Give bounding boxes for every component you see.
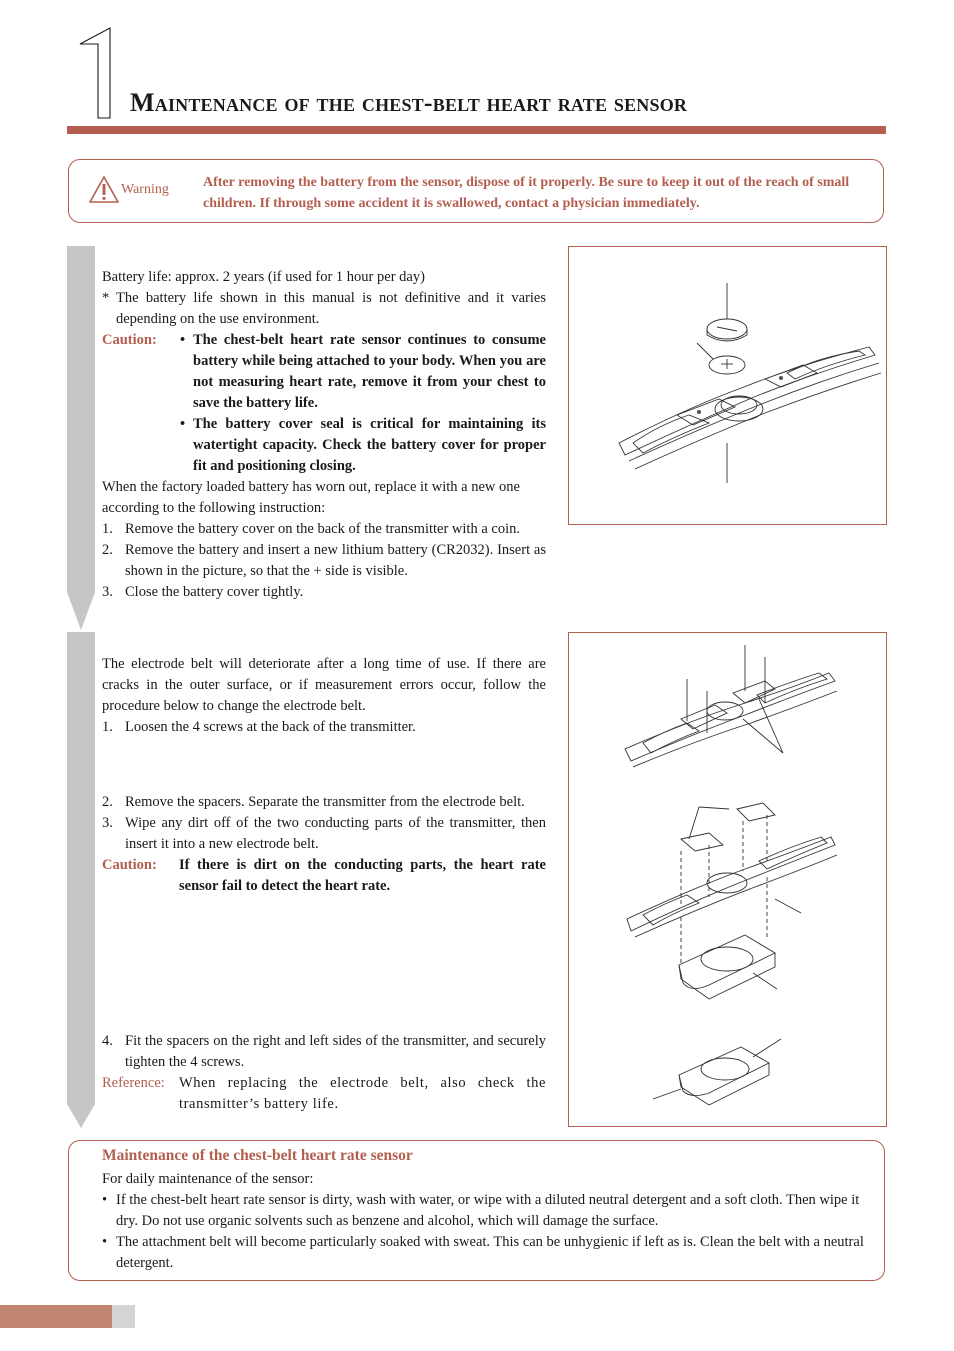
caution-item: • The battery cover seal is critical for maintaining its watertight capacity. Check the battery cover for proper fit and positioning closing. <box>180 416 546 474</box>
maintenance-item: • If the chest-belt heart rate sensor is dirty, wash with water, or wipe with a diluted neutral detergent and a soft cloth. Then wipe it dry. Do not use organic solvents such as benzene and alcohol, which will damage the surface. <box>102 1192 860 1229</box>
chapter-number <box>66 22 126 126</box>
belt-reference <box>102 1073 546 1115</box>
footer-tab <box>0 1305 112 1328</box>
battery-step: 1. Remove the battery cover on the back of the transmitter with a coin. <box>102 521 520 537</box>
belt-step-4-block <box>102 1031 546 1115</box>
battery-note <box>102 288 546 330</box>
battery-replacement-illustration <box>569 247 886 524</box>
maintenance-intro: For daily maintenance of the sensor: <box>102 1171 314 1187</box>
belt-replacement-illustration <box>569 633 886 1126</box>
battery-intro: When the factory loaded battery has worn out, replace it with a new one according to the following instruction: <box>102 479 520 516</box>
title-rule <box>67 126 886 134</box>
belt-figure <box>568 632 887 1127</box>
caution-item: • The chest-belt heart rate sensor continues to consume battery while being attached to your body. When you are not measuring heart rate, remove it from your chest to save the battery life. <box>180 332 546 411</box>
belt-step-4: 4. Fit the spacers on the right and left sides of the transmitter, and securely tighten the 4 screws. <box>102 1033 546 1070</box>
belt-intro: The electrode belt will deteriorate after a long time of use. If there are cracks in the outer surface, or if measurement errors occur, follow the procedure below to change the electrode belt. <box>102 656 546 714</box>
belt-step-2: 2. Remove the spacers. Separate the transmitter from the electrode belt. <box>102 794 525 810</box>
battery-figure <box>568 246 887 525</box>
footer-tab-grey <box>112 1305 135 1328</box>
maintenance-item: • The attachment belt will become particularly soaked with sweat. This can be unhygienic if left as is. Clean the belt with a neutral detergent. <box>102 1234 864 1271</box>
warning-text: After removing the battery from the sensor, dispose of it properly. Be sure to keep it out of the reach of small children. If through some accident it is swallowed, contact a physician immediately. <box>203 175 850 211</box>
battery-step: 3. Close the battery cover tightly. <box>102 584 304 600</box>
page-title: Maintenance of the chest-belt heart rate sensor <box>130 88 688 117</box>
belt-steps-2-3 <box>102 792 546 897</box>
caution-label: Caution: <box>102 857 157 873</box>
warning-label: Warning <box>121 182 169 197</box>
maintenance-body <box>102 1169 867 1274</box>
maintenance-title: Maintenance of the chest-belt heart rate sensor <box>102 1147 413 1164</box>
belt-caution-text: If there is dirt on the conducting parts, the heart rate sensor fail to detect the heart rate. <box>179 857 546 894</box>
battery-caution <box>102 330 546 477</box>
battery-section <box>102 267 546 603</box>
reference-label: Reference: <box>102 1075 165 1091</box>
caution-label: Caution: <box>102 332 157 348</box>
battery-note-text: The battery life shown in this manual is not definitive and it varies depending on the use environment. <box>116 290 546 327</box>
note-mark: * <box>102 290 110 306</box>
belt-step-1: 1. Loosen the 4 screws at the back of the transmitter. <box>102 719 416 735</box>
svg-text:1: 1 <box>66 22 67 23</box>
reference-text: When replacing the electrode belt, also check the transmitter’s battery life. <box>179 1075 546 1112</box>
battery-life: Battery life: approx. 2 years (if used for 1 hour per day) <box>102 269 425 285</box>
belt-caution <box>102 855 546 897</box>
sidebar-belt <box>67 632 96 1128</box>
belt-step-3: 3. Wipe any dirt off of the two conducting parts of the transmitter, then insert it into a new electrode belt. <box>102 815 546 852</box>
warning-triangle-icon <box>88 175 120 205</box>
battery-step: 2. Remove the battery and insert a new lithium battery (CR2032). Insert as shown in the picture, so that the + side is visible. <box>102 542 546 579</box>
sidebar-battery <box>67 246 96 632</box>
